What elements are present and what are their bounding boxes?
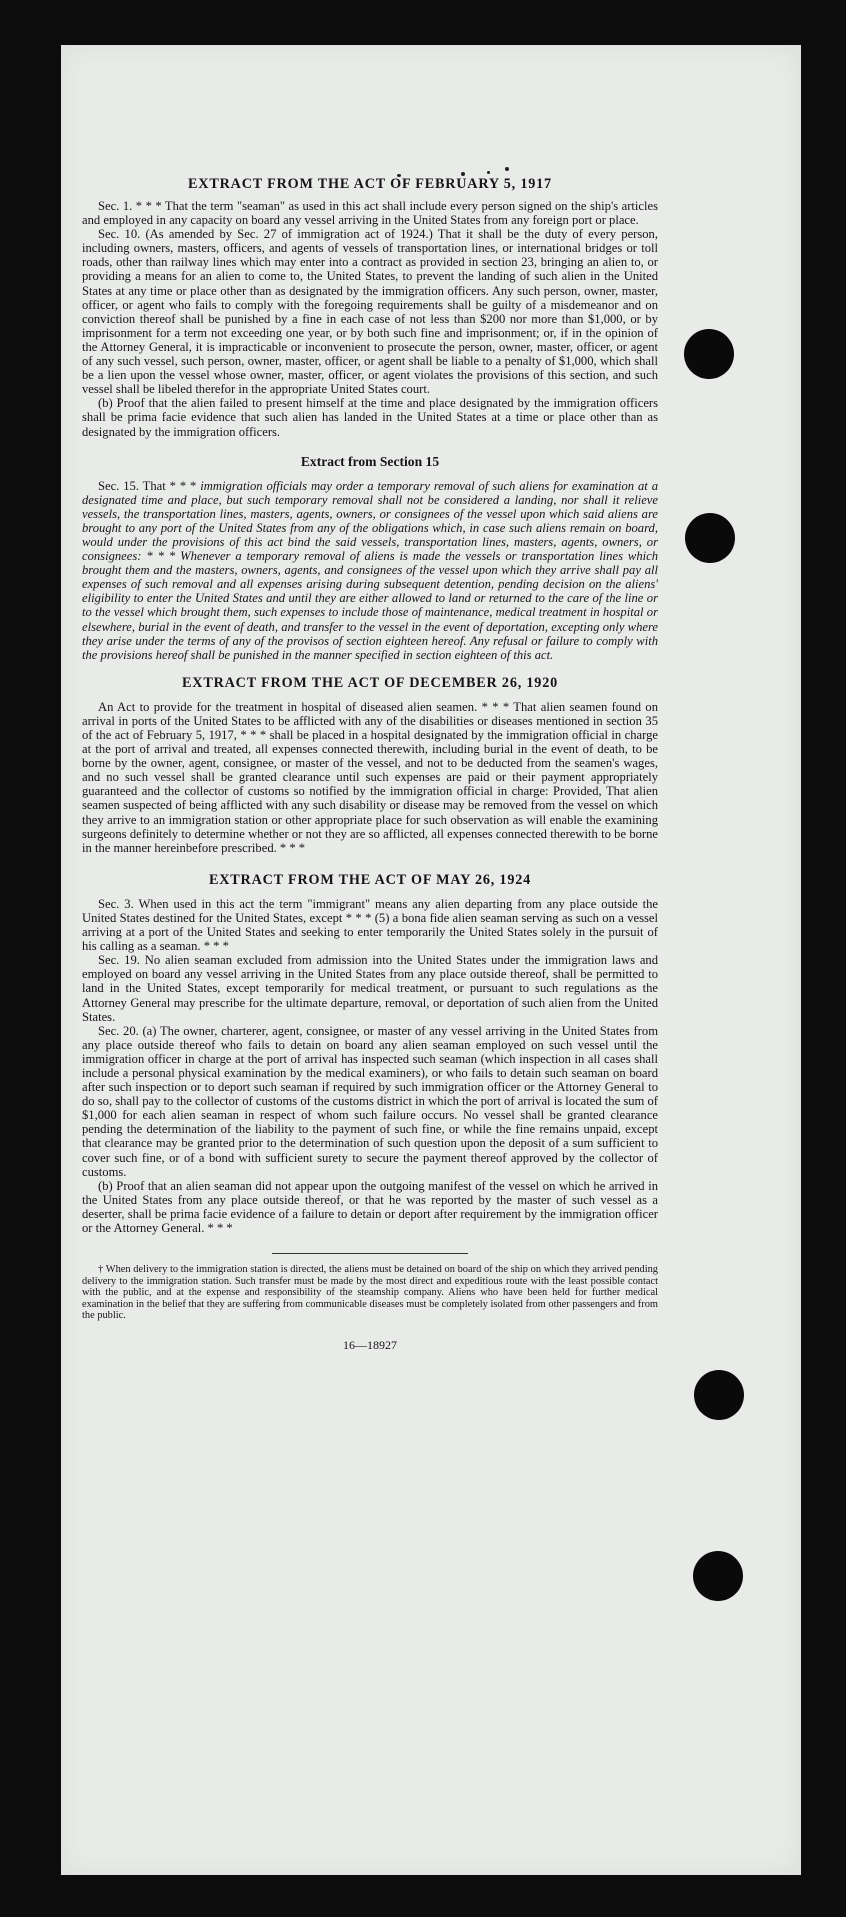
section-1-paragraph: Sec. 1. * * * That the term "seaman" as used in this act shall include every person signed on the ship's articles and employed in any capacity on board any vessel arriving in the United States from any foreign port or place.: [82, 199, 658, 228]
heading-act-1924: EXTRACT FROM THE ACT OF MAY 26, 1924: [208, 871, 532, 888]
section-20-a-paragraph: Sec. 20. (a) The owner, charterer, agent, consignee, or master of any vessel arriving in the United States from any place outside thereof who fails to detain on board any alien seaman employed on such vessel until the immigration officer in charge at the port of arrival has inspected such seaman (which inspection in all cases shall include a personal physical examination by the medical examiners), or who fails to detain such seaman on board after such inspection or to deport such seaman if required by such immigration officer or the Attorney General to do so, shall pay to the collector of customs of the customs district in which the port of arrival is located the sum of $1,000 for each alien seaman in respect of whom such failure occurs. No vessel shall be granted clearance pending the determination of the liability to the payment of such fine, or while the fine remains unpaid, except that clearance may be granted prior to the determination of such question upon the deposit of a sum sufficient to cover such fine, or of a bond with sufficient surety to secure the payment thereof approved by the collector of customs.: [82, 1023, 658, 1179]
section-10-paragraph: Sec. 10. (As amended by Sec. 27 of immigration act of 1924.) That it shall be the duty of every person, including owners, masters, officers, and agents of vessels of transportation lines, or international bridges or toll roads, other than railway lines which may enter into a contract as provided in section 23, bringing an alien to, or providing a means for an alien to come to, the United States, to prevent the landing of such alien in the United States at any time or place other than as designated by the immigration officers. Any such person, owner, master, officer, or agent who fails to comply with the foregoing requirements shall be guilty of a misdemeanor and on conviction thereof shall be punished by a fine in each case of not less than $200 nor more than $1,000, or by imprisonment for a term not exceeding one year, or by both such fine and imprisonment; or, if in the opinion of the Attorney General, it is impracticable or inconvenient to prosecute the person, owner, master, officer, or agent of any such vessel, such person, owner, master, officer, or agent shall be liable to a penalty of $1,000, which shall be a lien upon the vessel whose owner, master, officer, or agent violates the provisions of this section, and such vessel shall be libeled therefor in the appropriate United States court.: [82, 227, 658, 397]
section-3-paragraph: Sec. 3. When used in this act the term "immigrant" means any alien departing from any place outside the United States destined for the United States, except * * * (5) a bona fide alien seaman serving as such on a vessel arriving at a port of the United States and seeking to enter temporarily the United States solely in the pursuit of his calling as a seaman. * * *: [82, 896, 658, 954]
heading-act-1917: EXTRACT FROM THE ACT OF FEBRUARY 5, 1917: [188, 176, 552, 192]
section-15-text: immigration officials may order a temporary removal of such aliens for examination at a designated time and place, but such temporary removal shall not be considered a landing, nor shall it relieve vessels, the transportation lines, masters, agents, owners, or consignees of the vessel upon which said aliens are brought to any port of the United States from any of the obligations which, in case such aliens remain on board, would under the provisions of this act bind the said vessels, transportation lines, masters, agents, owners, or consignees: * * * Whenever a temporary removal of aliens is made the vessels or transportation lines which brought them and the masters, owners, agents, and consignees of the vessel upon which they arrive shall pay all expenses of such removal and all expenses arising during subsequent detention, pending decision on the aliens' eligibility to enter the United States and until they are either allowed to land or returned to the care of the line or to the vessel which brought them, such expenses to include those of maintenance, medical treatment in hospital or elsewhere, burial in the event of death, and transfer to the vessel in the event of deportation, excepting only where they arise under the terms of any of the provisos of section eighteen hereof. Any refusal or failure to comply with the provisions hereof shall be punished in the manner specified in section eighteen of this act.: [82, 478, 659, 662]
section-19-paragraph: Sec. 19. No alien seaman excluded from admission into the United States under the immigration laws and employed on board any vessel arriving in the United States from any place outside thereof, shall be permitted to land in the United States, except temporarily for medical treatment, or pursuant to such regulations as the Attorney General may prescribe for the ultimate departure, removal, or deportation of such alien from the United States.: [82, 953, 658, 1024]
section-15-paragraph: [82, 479, 658, 662]
section-20-b-paragraph: (b) Proof that an alien seaman did not appear upon the outgoing manifest of the vessel on which he arrived in the United States from any place outside thereof, or that he was reported by the master of such vessel as a deserter, shall be prima facie evidence of a failure to detain or deport after requirement by the immigration officer or the Attorney General. * * *: [82, 1178, 658, 1235]
footnote-divider: [272, 1253, 468, 1254]
section-10-b-paragraph: (b) Proof that the alien failed to present himself at the time and place designated by the immigration officers shall be prima facie evidence that such alien has landed in the United States at a time or place other than as designated by the immigration officers.: [82, 396, 658, 439]
page-number: 16—18927: [343, 1338, 397, 1353]
punch-hole-2: [685, 513, 735, 563]
punch-hole-4: [693, 1551, 743, 1601]
punch-hole-1: [684, 329, 734, 379]
section-15-lead: Sec. 15. That * * *: [98, 478, 197, 493]
act-1920-paragraph: An Act to provide for the treatment in hospital of diseased alien seamen. * * * That alien seamen found on arrival in ports of the United States to be afflicted with any of the disabilities or diseases mentioned in section 35 of the act of February 5, 1917, * * * shall be placed in a hospital designated by the immigration official in charge at the port of arrival and treated, all expenses connected therewith, including burial in the event of death, to be borne by the owner, agent, consignee, or master of the vessel, and not to be deducted from the seamen's wages, and no such vessel shall be granted clearance until such expenses are paid or their payment appropriately guaranteed and the collector of customs so notified by the immigration official in charge: Provided, That alien seamen suspected of being afflicted with any such disability or disease may be removed from the vessel on which they arrive to an immigration station or other appropriate place for such observation as will enable the examining surgeons definitely to determine whether or not they are so afflicted, all expenses connected therewith to be borne in the manner hereinbefore prescribed. * * *: [82, 699, 658, 855]
punch-hole-3: [694, 1370, 744, 1420]
heading-section-15: Extract from Section 15: [300, 453, 440, 469]
footnote: † When delivery to the immigration station is directed, the aliens must be detained on board of the ship on which they arrived pending delivery to the immigration station. Such transfer must be made by the most direct and expeditious route with the least possible contact with the public, and at the expense and responsibility of the steamship company. Aliens who have been held for further medical examination in the belief that they are suffering from communicable diseases must be completely isolated from other passengers and from the public.: [82, 1264, 658, 1322]
document-text: [82, 126, 658, 1352]
heading-act-1920: EXTRACT FROM THE ACT OF DECEMBER 26, 1920: [182, 674, 558, 691]
